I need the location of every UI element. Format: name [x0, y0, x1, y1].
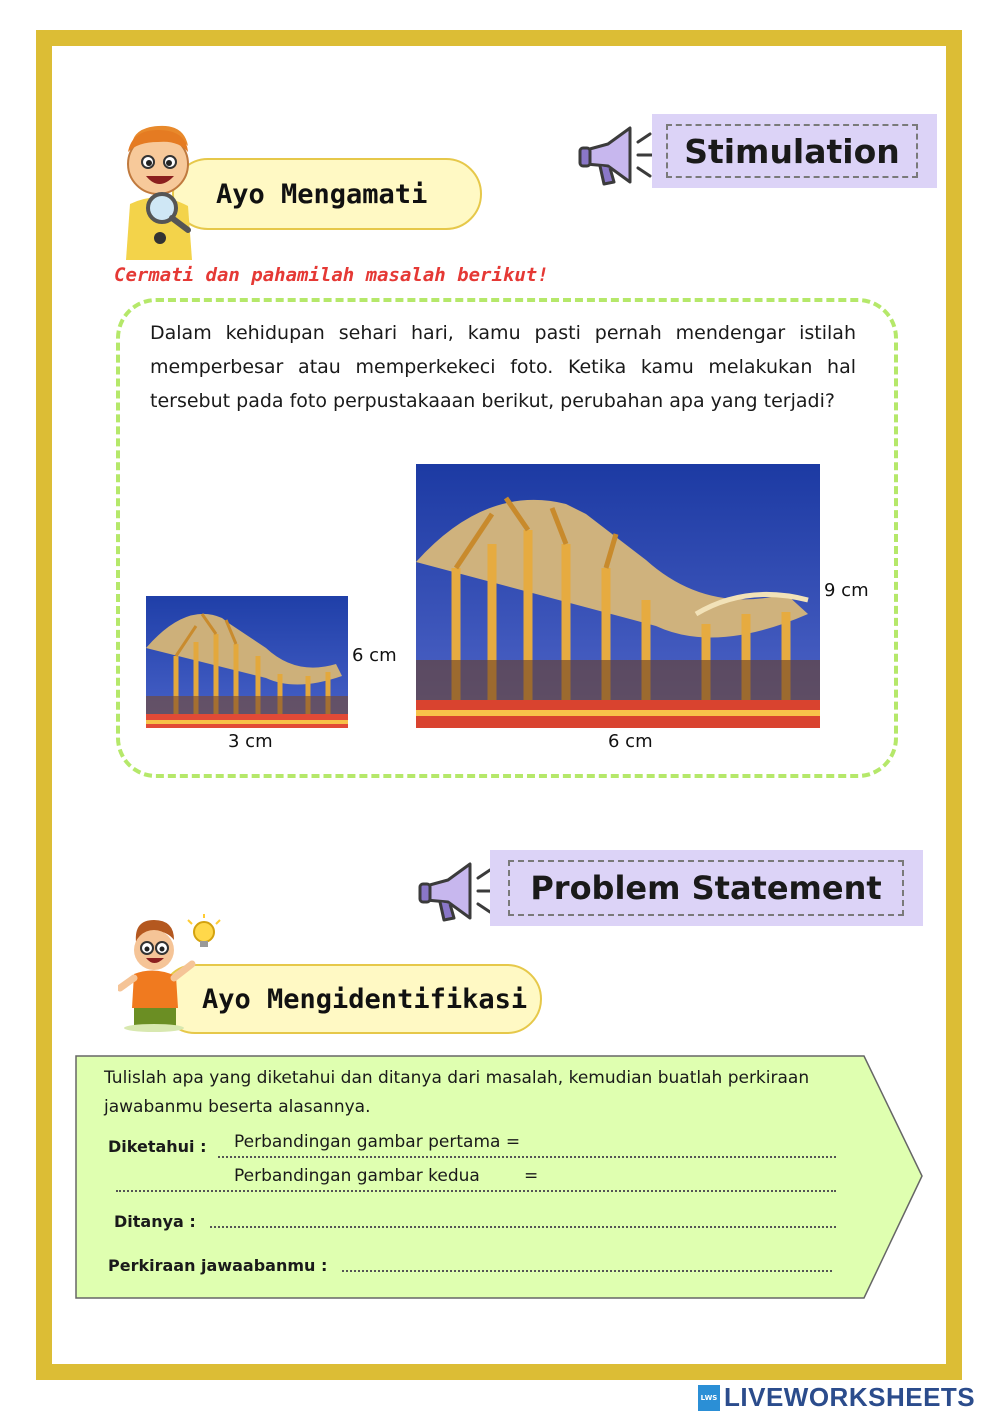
diketahui-label: Diketahui : — [108, 1137, 207, 1156]
large-photo-width: 6 cm — [608, 731, 653, 752]
footer-brand: LIVEWORKSHEETS — [724, 1382, 976, 1412]
ditanya-answer-line[interactable] — [210, 1226, 836, 1228]
library-photo-large — [416, 464, 820, 728]
boy-idea-icon — [118, 912, 228, 1034]
stimulation-title: Stimulation — [666, 124, 918, 178]
ratio1-label: Perbandingan gambar pertama = — [234, 1132, 521, 1152]
problem-text: Dalam kehidupan sehari hari, kamu pasti pernah mendengar istilah memperbesar atau memperkekeci foto. Ketika kamu melakukan hal tersebut pada foto perpustakaaan berikut, perubahan apa yang terjadi? — [150, 322, 856, 412]
ratio1-answer-line[interactable] — [218, 1156, 836, 1158]
logo-letters: LWS — [698, 1385, 720, 1411]
mengamati-heading — [172, 158, 482, 230]
ratio2-equals: = — [524, 1166, 539, 1186]
problem-statement-title: Problem Statement — [508, 860, 904, 916]
small-photo-height: 6 cm — [352, 645, 397, 666]
small-photo-width: 3 cm — [228, 731, 273, 752]
problem-statement-banner — [490, 850, 923, 926]
ditanya-label: Ditanya : — [114, 1212, 196, 1231]
liveworksheets-logo — [698, 1382, 975, 1413]
mengamati-title: Ayo Mengamati — [216, 178, 428, 210]
perkiraan-label: Perkiraan jawaabanmu : — [108, 1256, 328, 1275]
library-photo-small — [146, 596, 348, 728]
instruction-text: Cermati dan pahamilah masalah berikut! — [114, 264, 549, 286]
identifikasi-title: Ayo Mengidentifikasi — [202, 983, 528, 1015]
logo-mark-icon — [698, 1385, 720, 1411]
large-photo-height: 9 cm — [824, 580, 869, 601]
ratio2-answer-line[interactable] — [116, 1190, 836, 1192]
megaphone-icon — [418, 860, 500, 926]
megaphone-icon — [578, 124, 660, 190]
ratio2-label: Perbandingan gambar kedua — [234, 1166, 480, 1186]
boy-magnifier-icon — [118, 122, 210, 260]
stimulation-banner — [652, 114, 937, 188]
perkiraan-answer-line[interactable] — [342, 1270, 832, 1272]
form-instruction: Tulislah apa yang diketahui dan ditanya dari masalah, kemudian buatlah perkiraan jawabanmu beserta alasannya. — [104, 1068, 810, 1117]
